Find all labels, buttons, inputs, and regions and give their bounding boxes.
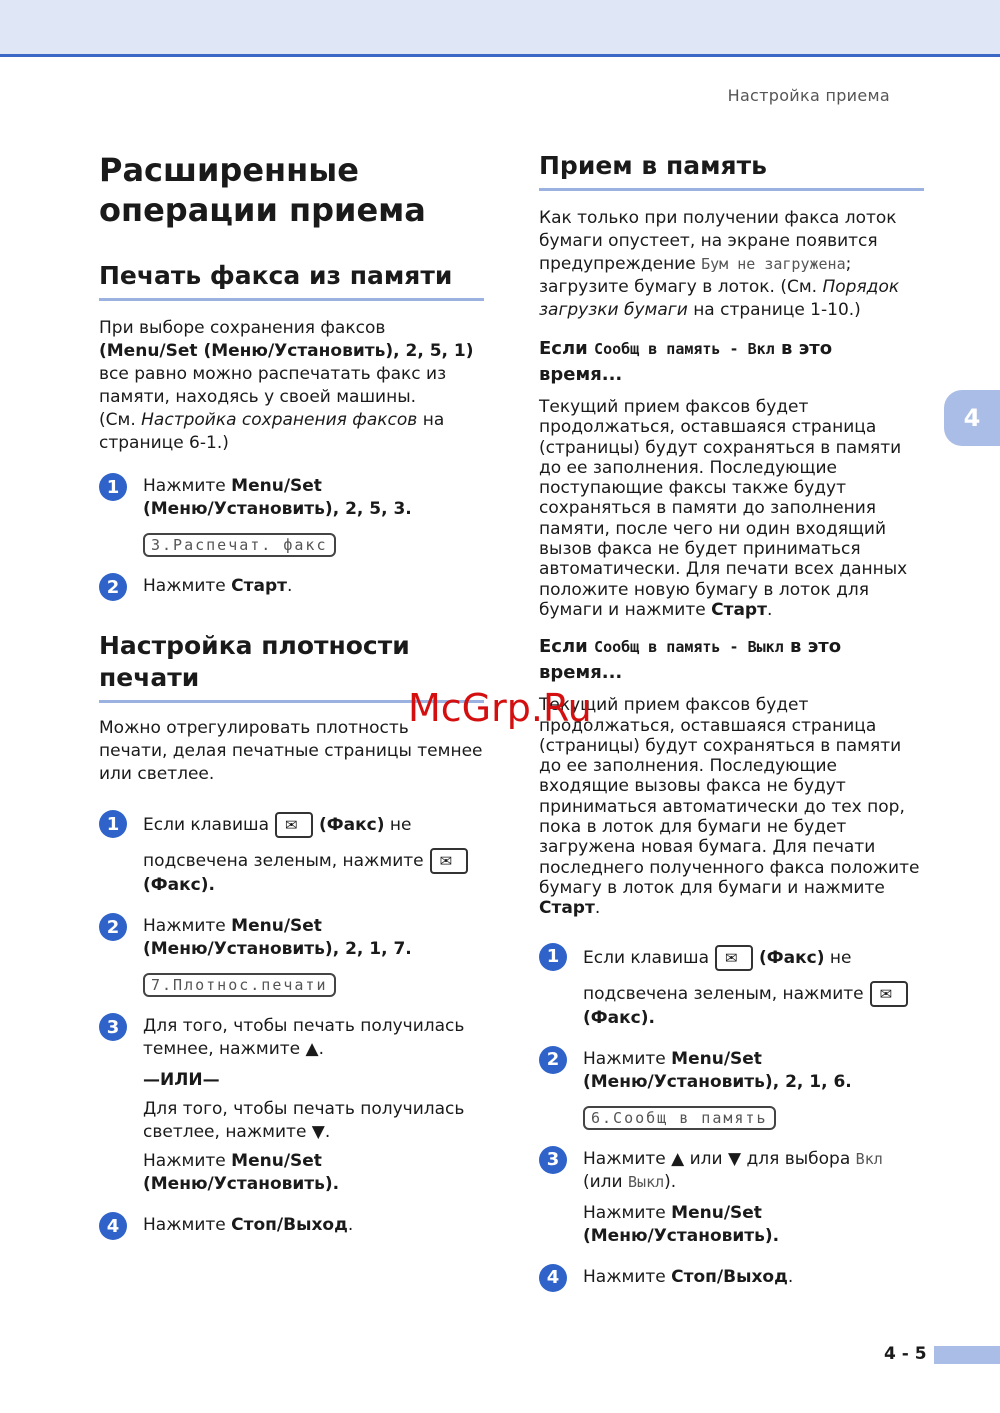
step-number: 3 [99,1013,127,1041]
page-number: 4 - 5 [884,1344,927,1364]
right-column [539,150,924,1289]
step-number: 1 [539,943,567,971]
step: 1 Нажмите Menu/Set (Меню/Установить), 2, 5, 3. [99,475,484,521]
step-number: 4 [99,1212,127,1240]
step-number: 3 [539,1146,567,1174]
watermark: McGrp.Ru [408,686,592,730]
step: 2 Нажмите Menu/Set (Меню/Установить), 2, 1, 6. [539,1048,924,1094]
step: 3 Нажмите ▲ или ▼ для выбора Вкл (или Выкл). Нажмите Menu/Set (Меню/Установить). [539,1148,924,1248]
step: 2 Нажмите Menu/Set (Меню/Установить), 2, 1, 7. [99,915,484,961]
running-title: Настройка приема [727,86,890,105]
step-number: 4 [539,1264,567,1292]
memory-receive-heading: Прием в память [539,150,924,191]
step: 4 Нажмите Стоп/Выход. [99,1214,484,1237]
memory-off-text: Текущий прием факсов будет продолжаться, оставшаяся страница (страницы) будут сохраняться в памяти до ее заполнения. Последующие входящие вызовы факса не будут приниматься автоматически до тех пор, пока в лоток для бумаги не будет загружена новая бумага. Для печати последнего полученного факса положите бумагу в лоток для бумаги и нажмите Старт. [539,695,920,919]
fax-key-icon [430,848,468,874]
chapter-tab: 4 [944,390,1000,446]
step: 1 Если клавиша✉ (Факс) не подсвечена зеленым, нажмите✉ (Факс). [99,812,484,897]
print-fax-heading: Печать факса из памяти [99,260,484,301]
memory-on-heading: Если Сообщ в память - Вкл в это время... [539,338,833,385]
density-heading: Настройка плотности печати [99,630,484,703]
memory-on-text: Текущий прием факсов будет продолжаться, оставшаяся страница (страницы) будут сохраняться в памяти до ее заполнения. Последующие поступающие факсы также будут сохраняться в памяти до заполнения памяти, после чего ни один входящий вызов факса не будет приниматься автоматически. Для печати всех данных положите новую бумагу в лоток для бумаги и нажмите Старт. [539,397,908,620]
lcd-display: 6.Сообщ в память [583,1106,776,1130]
page-title: Расширенные операции приема [99,151,426,229]
density-intro: Можно отрегулировать плотность печати, делая печатные страницы темнее или светлее. [99,718,483,784]
header-band [0,0,1000,57]
page-number-bar [934,1346,1000,1364]
step: 3 Для того, чтобы печать получилась темнее, нажмите ▲. —ИЛИ— Для того, чтобы печать получилась светлее, нажмите ▼. Нажмите Menu/Set (Меню/Установить). [99,1015,484,1196]
fax-key-icon [870,981,908,1007]
step-number: 1 [99,810,127,838]
fax-key-icon [275,812,313,838]
step-number: 2 [539,1046,567,1074]
step: 1 Если клавиша✉ (Факс) не подсвечена зеленым, нажмите✉ (Факс). [539,945,924,1030]
lcd-display: 7.Плотнос.печати [143,973,336,997]
fax-key-icon [715,945,753,971]
step-number: 2 [99,913,127,941]
step-number: 2 [99,573,127,601]
step-number: 1 [99,473,127,501]
memory-off-heading: Если Сообщ в память - Выкл в это время... [539,636,842,684]
lcd-display: 3.Распечат. факс [143,533,336,557]
step: 4 Нажмите Стоп/Выход. [539,1266,924,1289]
print-fax-intro: При выборе сохранения факсов (Menu/Set (Меню/Установить), 2, 5, 1) все равно можно распечатать факс из памяти, находясь у своей машины. (См. Настройка сохранения факсов на странице 6-1.) [99,318,474,453]
step: 2 Нажмите Старт. [99,575,484,598]
memory-intro: Как только при получении факса лоток бумаги опустеет, на экране появится предупреждение Бум не загружена; загрузите бумагу в лоток. (См. Порядок загрузки бумаги на странице 1-10.) [539,208,900,320]
